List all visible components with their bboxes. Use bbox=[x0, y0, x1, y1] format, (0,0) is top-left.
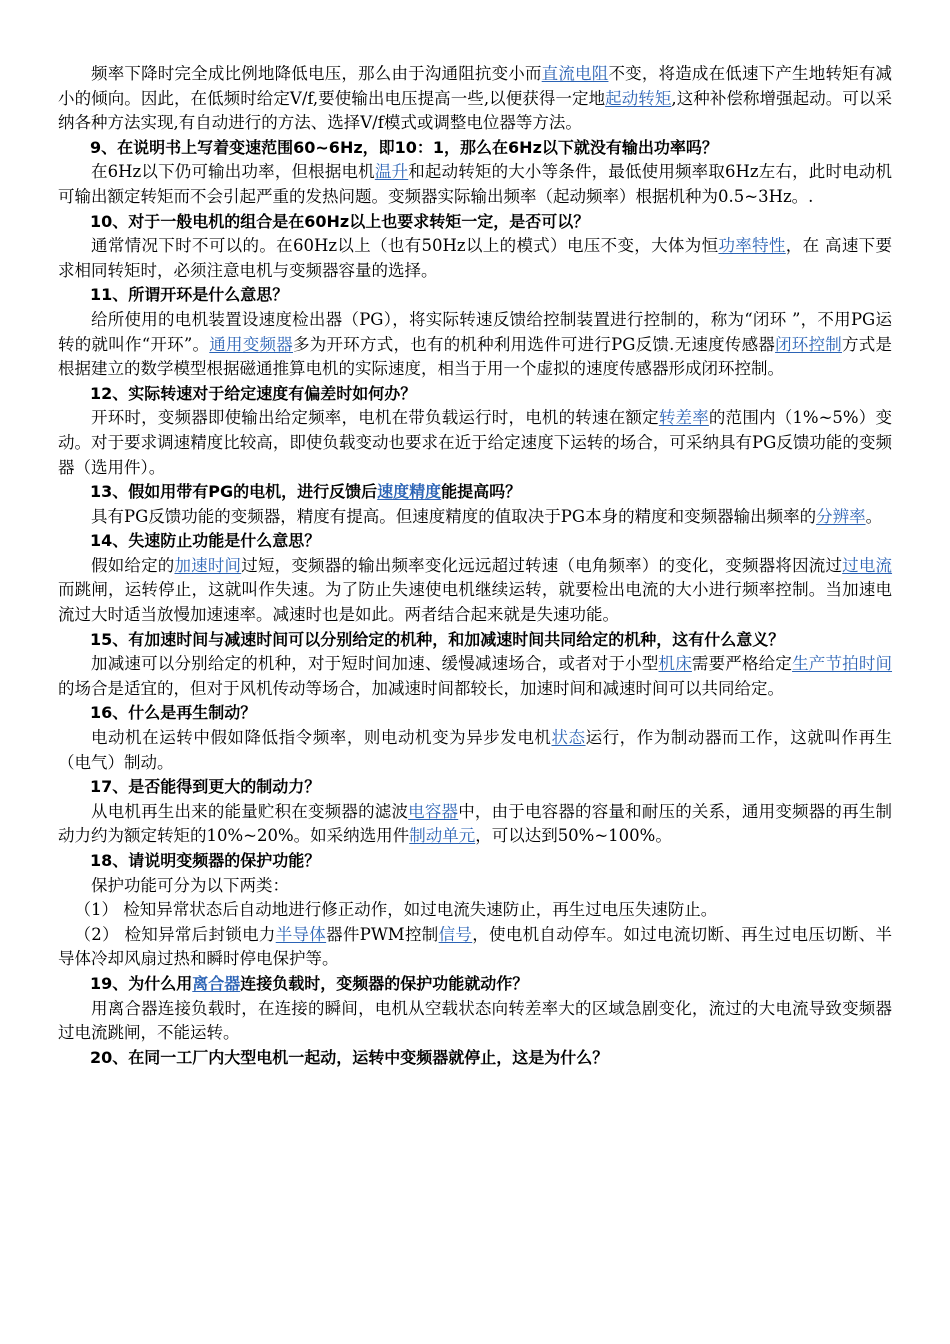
paragraph-text: 和起动转矩的大小等条件，最低使用频率取6Hz左右，此时电动机可输出额定转矩而不会引起严重的发热问题。变频器实际输出频率（起动频率）根据机种为0.5~3Hz。. bbox=[58, 162, 892, 206]
paragraph-text: 不变，将造成在低速下产生地转矩有减小的倾向。因此，在低频时给定V/f,要使输出电压提高一些,以便获得一定地 bbox=[58, 64, 893, 108]
keyword-link[interactable]: 闭环控制 bbox=[775, 334, 843, 354]
paragraph-text: 能提高吗？ bbox=[441, 482, 522, 502]
keyword-link[interactable]: 直流电阻 bbox=[541, 64, 609, 83]
paragraph-text: 在6Hz以下仍可输出功率，但根据电机 bbox=[91, 162, 375, 182]
question-heading bbox=[58, 529, 892, 554]
paragraph-text: 。 bbox=[865, 506, 883, 526]
body-paragraph bbox=[58, 554, 892, 628]
question-heading bbox=[58, 283, 892, 308]
paragraph-text: 频率下降时完全成比例地降低电压，那么由于沟通阻抗变小而 bbox=[91, 64, 542, 83]
paragraph-text: 多为开环方式，也有的机种利用选件可进行PG反馈.无速度传感器 bbox=[293, 334, 776, 354]
paragraph-text: 通常情况下时不可以的。在60Hz以上（也有50Hz以上的模式）电压不变，大体为恒 bbox=[91, 236, 719, 256]
paragraph-text: 的场合是适宜的，但对于风机传动等场合，加减速时间都较长，加速时间和减速时间可以共同给定。 bbox=[58, 678, 784, 698]
keyword-link[interactable]: 速度精度 bbox=[377, 482, 442, 502]
paragraph-text: 19、为什么用 bbox=[90, 973, 193, 993]
keyword-link[interactable]: 电容器 bbox=[408, 801, 459, 821]
paragraph-text: ，使电机自动停车。如过电流切断、再生过电压切断、半导体冷却风扇过热和瞬时停电保护等。 bbox=[58, 924, 893, 969]
body-paragraph bbox=[58, 308, 892, 382]
paragraph-text: 具有PG反馈功能的变频器，精度有提高。但速度精度的值取决于PG本身的精度和变频器输出频率的 bbox=[91, 506, 817, 526]
body-paragraph bbox=[58, 234, 892, 283]
body-paragraph bbox=[58, 874, 892, 899]
keyword-link[interactable]: 加速时间 bbox=[174, 555, 242, 575]
keyword-link[interactable]: 生产节拍时间 bbox=[792, 654, 893, 674]
paragraph-text: 器件PWM控制 bbox=[326, 924, 439, 944]
paragraph-text: 20、在同一工厂内大型电机一起动，运转中变频器就停止，这是为什么？ bbox=[90, 1047, 609, 1067]
question-heading bbox=[58, 701, 892, 726]
keyword-link[interactable]: 转差率 bbox=[658, 408, 709, 428]
keyword-link[interactable]: 过电流 bbox=[842, 555, 893, 575]
body-paragraph bbox=[58, 505, 892, 530]
keyword-link[interactable]: 制动单元 bbox=[409, 826, 476, 846]
paragraph-text: 18、请说明变频器的保护功能？ bbox=[90, 851, 321, 870]
paragraph-text: 10、对于一般电机的组合是在60Hz以上也要求转矩一定，是否可以？ bbox=[90, 211, 590, 231]
paragraph-text: 用离合器连接负载时，在连接的瞬间，电机从空载状态向转差率大的区域急剧变化，流过的大电流导致变频器过电流跳闸，不能运转。 bbox=[58, 998, 892, 1043]
paragraph-text: 方式是根据建立的数学模型根据磁通推算电机的实际速度，相当于用一个虚拟的速度传感器形成闭环控制。 bbox=[58, 334, 893, 379]
question-heading bbox=[58, 849, 892, 874]
body-paragraph bbox=[58, 898, 892, 923]
question-heading bbox=[58, 136, 892, 161]
question-heading bbox=[58, 210, 892, 235]
question-heading bbox=[58, 972, 892, 997]
keyword-link[interactable]: 通用变频器 bbox=[209, 334, 294, 354]
paragraph-text: 加减速可以分别给定的机种，对于短时间加速、缓慢减速场合，或者对于小型 bbox=[91, 654, 659, 674]
body-paragraph bbox=[58, 652, 892, 701]
question-heading bbox=[58, 775, 892, 800]
paragraph-text: 给所使用的电机装置设速度检出器（PG），将实际转速反馈给控制装置进行控制的，称为“闭环 ”，不用PG运转的就叫作“开环”。 bbox=[58, 309, 892, 354]
keyword-link[interactable]: 功率特性 bbox=[718, 236, 786, 256]
keyword-link[interactable]: 分辨率 bbox=[816, 506, 866, 526]
question-heading bbox=[58, 382, 892, 407]
question-heading bbox=[58, 480, 892, 505]
paragraph-text: 14、失速防止功能是什么意思？ bbox=[90, 531, 321, 551]
paragraph-text: 过短，变频器的输出频率变化远远超过转速（电角频率）的变化，变频器将因流过 bbox=[241, 555, 843, 575]
paragraph-text: 的范围内（1%~5%）变动。对于要求调速精度比较高，即使负载变动也要求在近于给定速度下运转的场合，可采纳具有PG反馈功能的变频器（选用件）。 bbox=[58, 408, 893, 477]
body-paragraph bbox=[58, 160, 892, 209]
paragraph-text: ,这种补偿称增强起动。可以采纳各种方法实现,有自动进行的方法、选择V/f模式或调整电位器等方法。 bbox=[58, 88, 893, 133]
paragraph-text: 17、是否能得到更大的制动力？ bbox=[90, 777, 321, 797]
body-paragraph bbox=[58, 800, 892, 849]
paragraph-text: ，在 高速下要求相同转矩时，必须注意电机与变频器容量的选择。 bbox=[58, 236, 893, 280]
paragraph-text: 连接负载时，变频器的保护功能就动作？ bbox=[240, 973, 529, 993]
paragraph-text: （1） 检知异常状态后自动地进行修正动作，如过电流失速防止，再生过电压失速防止。 bbox=[74, 900, 718, 920]
keyword-link[interactable]: 机床 bbox=[658, 654, 692, 674]
paragraph-text: 电动机在运转中假如降低指令频率，则电动机变为异步发电机 bbox=[91, 728, 552, 748]
body-paragraph bbox=[58, 62, 892, 136]
body-paragraph bbox=[58, 997, 892, 1046]
keyword-link[interactable]: 状态 bbox=[551, 728, 586, 748]
paragraph-text: 假如给定的 bbox=[91, 555, 175, 575]
paragraph-text: 9、在说明书上写着变速范围60~6Hz，即10：1，那么在6Hz以下就没有输出功率吗？ bbox=[90, 137, 718, 157]
keyword-link[interactable]: 半导体 bbox=[275, 924, 327, 944]
body-paragraph bbox=[58, 406, 892, 480]
paragraph-text: 从电机再生出来的能量贮积在变频器的滤波 bbox=[91, 801, 409, 821]
question-heading bbox=[58, 628, 892, 653]
question-heading bbox=[58, 1046, 892, 1071]
keyword-link[interactable]: 起动转矩 bbox=[605, 88, 672, 108]
paragraph-text: ，可以达到50%~100%。 bbox=[475, 826, 672, 846]
paragraph-text: 16、什么是再生制动？ bbox=[90, 703, 257, 723]
paragraph-text: 开环时，变频器即使输出给定频率，电机在带负载运行时，电机的转速在额定 bbox=[91, 408, 659, 428]
paragraph-text: （2） 检知异常后封锁电力 bbox=[74, 924, 276, 944]
paragraph-text: 而跳闸，运转停止，这就叫作失速。为了防止失速使电机继续运转，就要检出电流的大小进行频率控制。当加速电流过大时适当放慢加速速率。减速时也是如此。两者结合起来就是失速功能。 bbox=[58, 580, 892, 625]
paragraph-text: 中，由于电容器的容量和耐压的关系，通用变频器的再生制动力约为额定转矩的10%~20%。如采纳选用件 bbox=[58, 801, 893, 846]
paragraph-text: 保护功能可分为以下两类： bbox=[91, 875, 289, 895]
paragraph-text: 12、实际转速对于给定速度有偏差时如何办？ bbox=[90, 383, 417, 403]
keyword-link[interactable]: 离合器 bbox=[192, 973, 241, 993]
paragraph-text: 15、有加速时间与减速时间可以分别给定的机种，和加减速时间共同给定的机种，这有什么意义？ bbox=[90, 629, 785, 649]
paragraph-text: 11、所谓开环是什么意思？ bbox=[90, 285, 289, 305]
keyword-link[interactable]: 信号 bbox=[438, 924, 473, 944]
paragraph-text: 运行，作为制动器而工作，这就叫作再生（电气）制动。 bbox=[58, 728, 893, 772]
body-paragraph bbox=[58, 726, 892, 775]
paragraph-text: 13、假如用带有PG的电机，进行反馈后 bbox=[90, 482, 378, 502]
keyword-link[interactable]: 温升 bbox=[374, 162, 409, 182]
body-paragraph bbox=[58, 923, 892, 972]
paragraph-text: 需要严格给定 bbox=[691, 654, 793, 674]
